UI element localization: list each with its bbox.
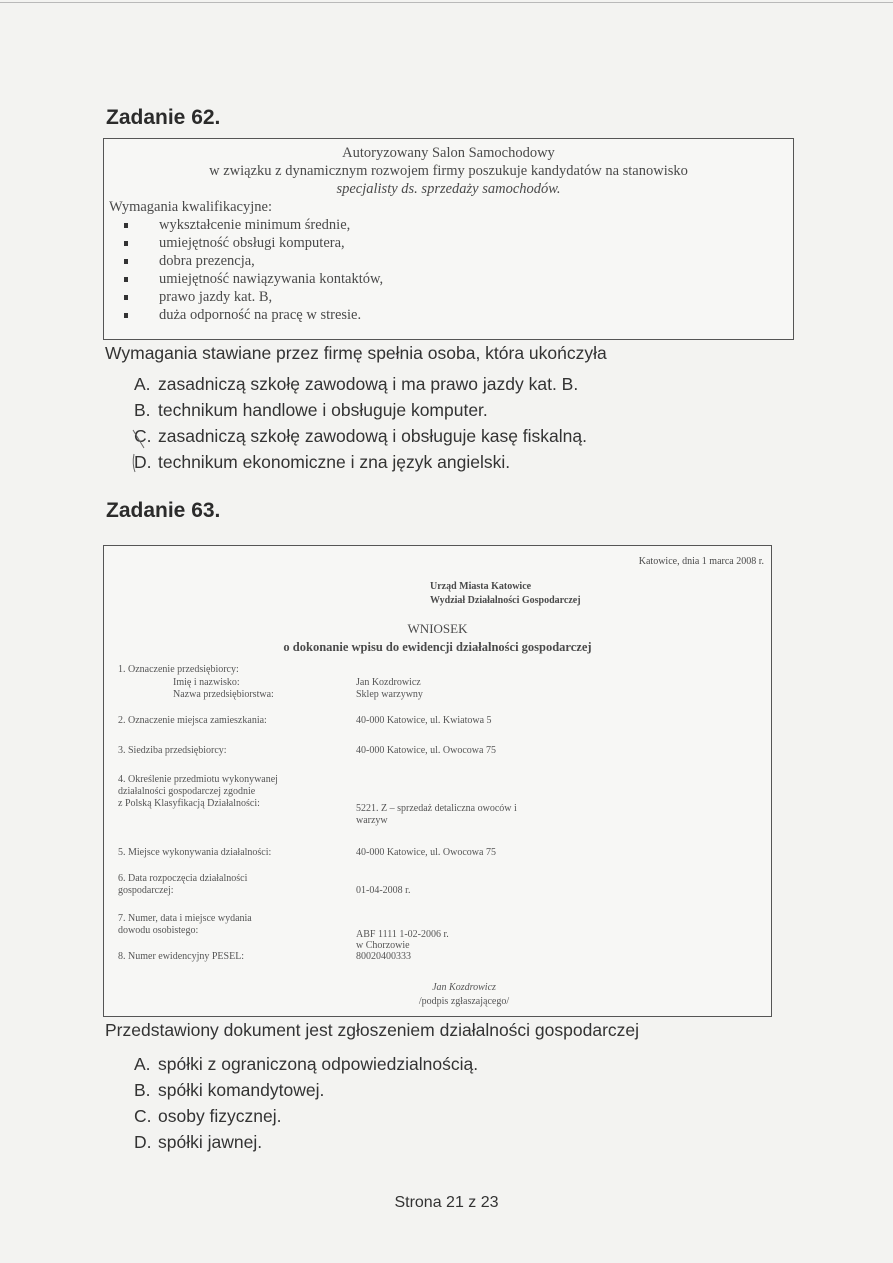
top-rule <box>0 2 893 3</box>
signature: Jan Kozdrowicz <box>432 982 496 993</box>
pencil-mark-icon <box>130 426 154 474</box>
option-letter: A. <box>134 1054 151 1074</box>
task-62-option-b[interactable] <box>134 400 488 421</box>
requirement-item: dobra prezencja, <box>159 253 255 269</box>
field-4-label: z Polską Klasyfikacją Działalności: <box>118 798 260 809</box>
field-4-value: 5221. Z – sprzedaż detaliczna owoców i <box>356 803 517 814</box>
field-7-label: dowodu osobistego: <box>118 925 199 936</box>
task-63-question: Przedstawiony dokument jest zgłoszeniem działalności gospodarczej <box>105 1020 640 1040</box>
document-date: Katowice, dnia 1 marca 2008 r. <box>638 556 764 567</box>
task-62-question: Wymagania stawiane przez firmę spełnia osoba, która ukończyła <box>105 343 607 363</box>
requirement-item: prawo jazdy kat. B, <box>159 289 273 305</box>
page-number: Strona 21 z 23 <box>394 1194 499 1211</box>
task-62-heading: Zadanie 62. <box>106 106 221 129</box>
task-63-option-d[interactable] <box>134 1132 262 1153</box>
field-3-value: 40-000 Katowice, ul. Owocowa 75 <box>356 745 496 756</box>
requirement-item: umiejętność obsługi komputera, <box>159 235 345 251</box>
bullet-icon <box>124 277 128 282</box>
option-letter: C. <box>134 1106 152 1126</box>
requirement-item: wykształcenie minimum średnie, <box>159 217 351 233</box>
ad-line-2: w związku z dynamicznym rozwojem firmy poszukuje kandydatów na stanowisko <box>209 163 688 179</box>
field-1a-label: Imię i nazwisko: <box>173 677 240 688</box>
field-4-label: działalności gospodarczej zgodnie <box>118 786 256 797</box>
field-6-value: 01-04-2008 r. <box>356 885 411 896</box>
field-7-value: w Chorzowie <box>356 940 410 951</box>
option-text: technikum ekonomiczne i zna język angielski. <box>158 452 511 472</box>
application-document <box>103 545 772 1017</box>
field-5-value: 40-000 Katowice, ul. Owocowa 75 <box>356 847 496 858</box>
bullet-icon <box>124 223 128 228</box>
field-6-label: 6. Data rozpoczęcia działalności <box>118 873 248 884</box>
option-text: spółki z ograniczoną odpowiedzialnością. <box>158 1054 479 1074</box>
option-text: spółki jawnej. <box>158 1132 263 1152</box>
field-2-label: 2. Oznaczenie miejsca zamieszkania: <box>118 715 267 726</box>
signature-caption: /podpis zgłaszającego/ <box>418 996 510 1007</box>
option-letter: B. <box>134 1080 151 1100</box>
task-62-option-a[interactable] <box>134 374 578 395</box>
option-letter: D. <box>134 452 152 472</box>
task-63-heading: Zadanie 63. <box>106 499 221 522</box>
field-8-label: 8. Numer ewidencyjny PESEL: <box>118 951 245 962</box>
field-1a-value: Jan Kozdrowicz <box>356 677 421 688</box>
option-letter: B. <box>134 400 151 420</box>
option-text: zasadniczą szkołę zawodową i ma prawo jazdy kat. B. <box>158 374 579 394</box>
bullet-icon <box>124 313 128 318</box>
option-text: technikum handlowe i obsługuje komputer. <box>158 400 488 420</box>
bullet-icon <box>124 295 128 300</box>
task-62-option-d[interactable] <box>134 452 510 473</box>
field-1-label: 1. Oznaczenie przedsiębiorcy: <box>118 664 239 675</box>
task-62-option-c[interactable] <box>134 426 587 447</box>
option-text: zasadniczą szkołę zawodową i obsługuje kasę fiskalną. <box>158 426 587 446</box>
requirement-item: duża odporność na pracę w stresie. <box>159 307 362 323</box>
field-2-value: 40-000 Katowice, ul. Kwiatowa 5 <box>356 715 492 726</box>
option-text: osoby fizycznej. <box>158 1106 282 1126</box>
task-63-option-c[interactable] <box>134 1106 282 1127</box>
field-1b-label: Nazwa przedsiębiorstwa: <box>173 689 274 700</box>
field-7-value: ABF 1111 1-02-2006 r. <box>356 929 449 940</box>
field-6-label: gospodarczej: <box>118 885 174 896</box>
document-subtitle: o dokonanie wpisu do ewidencji działalności gospodarczej <box>283 640 592 654</box>
option-text: spółki komandytowej. <box>158 1080 325 1100</box>
bullet-icon <box>124 241 128 246</box>
ad-position: specjalisty ds. sprzedaży samochodów. <box>336 181 561 197</box>
field-7-label: 7. Numer, data i miejsce wydania <box>118 913 252 924</box>
requirement-item: umiejętność nawiązywania kontaktów, <box>159 271 384 287</box>
office-name: Urząd Miasta Katowice <box>430 581 532 592</box>
option-letter: A. <box>134 374 151 394</box>
option-letter: C. <box>134 426 152 446</box>
task-63-option-b[interactable] <box>134 1080 324 1101</box>
ad-requirements-label: Wymagania kwalifikacyjne: <box>109 199 272 215</box>
field-5-label: 5. Miejsce wykonywania działalności: <box>118 847 272 858</box>
field-4-label: 4. Określenie przedmiotu wykonywanej <box>118 774 278 785</box>
bullet-icon <box>124 259 128 264</box>
option-letter: D. <box>134 1132 152 1152</box>
office-department: Wydział Działalności Gospodarczej <box>430 595 581 606</box>
document-title: WNIOSEK <box>407 621 468 636</box>
ad-title: Autoryzowany Salon Samochodowy <box>342 145 555 161</box>
task-63-option-a[interactable] <box>134 1054 478 1075</box>
field-3-label: 3. Siedziba przedsiębiorcy: <box>118 745 227 756</box>
field-8-value: 80020400333 <box>356 951 411 962</box>
job-ad-box <box>103 138 794 340</box>
field-4-value: warzyw <box>356 815 388 826</box>
field-1b-value: Sklep warzywny <box>356 689 423 700</box>
